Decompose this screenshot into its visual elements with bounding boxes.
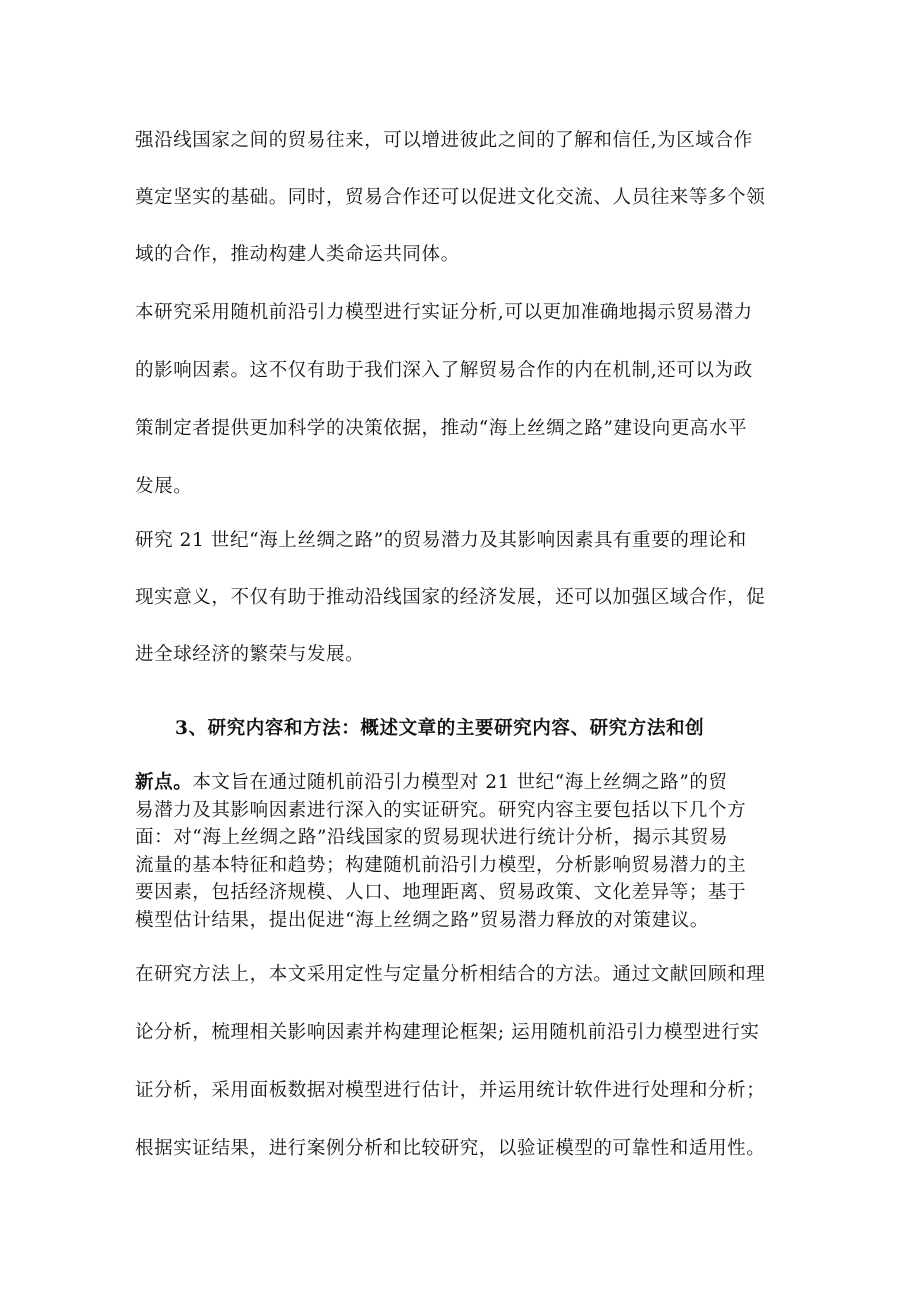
text-line: 现实意义，不仅有助于推动沿线国家的经济发展，还可以加强区域合作，促 bbox=[135, 587, 766, 608]
text-line: 研究 21 世纪“海上丝绸之路”的贸易潜力及其影响因素具有重要的理论和 bbox=[135, 530, 747, 551]
text-line: 证分析，采用面板数据对模型进行估计，并运用统计软件进行处理和分析； bbox=[135, 1080, 766, 1101]
paragraph-significance bbox=[135, 512, 795, 683]
text-line: 流量的基本特征和趋势；构建随机前沿引力模型，分析影响贸易潜力的主 bbox=[135, 854, 747, 876]
text-line: 发展。 bbox=[135, 476, 193, 497]
text-line: 论分析，梳理相关影响因素并构建理论框架; 运用随机前沿引力模型进行实 bbox=[135, 1022, 760, 1043]
paragraph-trade-cooperation bbox=[135, 112, 795, 283]
section-heading: 3、研究内容和方法：概述文章的主要研究内容、研究方法和创 bbox=[175, 718, 705, 739]
paragraph-model-method bbox=[135, 284, 795, 516]
text-line: 面：对“海上丝绸之路”沿线国家的贸易现状进行统计分析，揭示其贸易 bbox=[135, 827, 729, 848]
text-line: 要因素，包括经济规模、人口、地理距离、贸易政策、文化差异等；基于 bbox=[135, 882, 747, 903]
text-line: 强沿线国家之间的贸易往来，可以增进彼此之间的了解和信任,为区域合作 bbox=[135, 130, 753, 151]
text-line: 本文旨在通过随机前沿引力模型对 21 世纪“海上丝绸之路”的贸 bbox=[192, 772, 728, 793]
text-line: 模型估计结果，提出促进“海上丝绸之路”贸易潜力释放的对策建议。 bbox=[135, 909, 710, 931]
text-line: 策制定者提供更加科学的决策依据，推动“海上丝绸之路”建设向更高水平 bbox=[135, 418, 748, 439]
text-line: 域的合作，推动构建人类命运共同体。 bbox=[135, 244, 460, 265]
bold-lead-text: 新点。 bbox=[135, 772, 193, 793]
text-line: 在研究方法上，本文采用定性与定量分析相结合的方法。通过文献回顾和理 bbox=[135, 964, 766, 985]
text-line: 根据实证结果，进行案例分析和比较研究，以验证模型的可靠性和适用性。 bbox=[135, 1138, 766, 1159]
text-line: 的影响因素。这不仅有助于我们深入了解贸易合作的内在机制,还可以为政 bbox=[135, 360, 753, 381]
text-line: 奠定坚实的基础。同时，贸易合作还可以促进文化交流、人员往来等多个领 bbox=[135, 187, 766, 208]
text-line: 易潜力及其影响因素进行深入的实证研究。研究内容主要包括以下几个方 bbox=[135, 799, 747, 821]
text-line: 本研究采用随机前沿引力模型进行实证分析,可以更加准确地揭示贸易潜力 bbox=[135, 302, 753, 323]
paragraph-research-methods bbox=[135, 946, 795, 1178]
text-line: 进全球经济的繁荣与发展。 bbox=[135, 644, 365, 665]
paragraph-research-content bbox=[135, 769, 795, 934]
